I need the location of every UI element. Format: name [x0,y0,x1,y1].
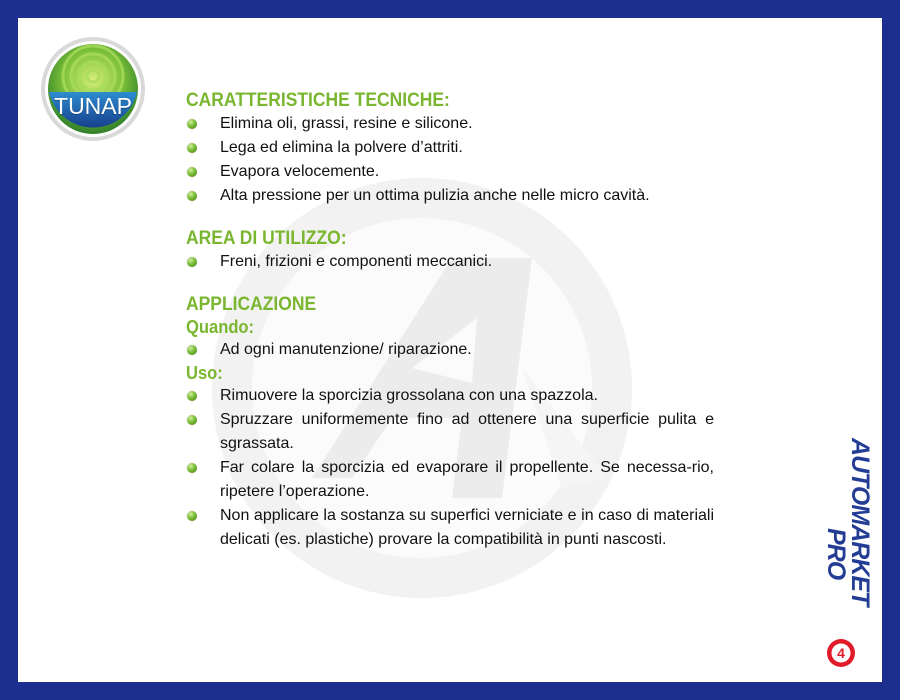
features-list [186,112,714,208]
green-sphere-bullet-icon [187,463,197,473]
list-item [186,338,714,362]
green-sphere-bullet-icon [187,191,197,201]
technical-features-section [186,90,714,208]
list-item [186,456,714,504]
green-sphere-bullet-icon [187,167,197,177]
list-item [186,384,714,408]
brand-line-pro: PRO [822,528,850,580]
application-section [186,294,714,552]
green-sphere-bullet-icon [187,345,197,355]
when-subheading: Quando: [186,317,255,337]
list-item-text: Non applicare la sostanza su superfici verniciate e in caso di materiali delicati (es. plastiche) provare la compatibilità in punti nascosti. [220,507,714,548]
green-sphere-bullet-icon [187,143,197,153]
list-item-text: Ad ogni manutenzione/ riparazione. [220,341,472,358]
green-sphere-bullet-icon [187,257,197,267]
list-item [186,160,714,184]
green-sphere-bullet-icon [187,415,197,425]
list-item-text: Far colare la sporcizia ed evaporare il propellente. Se necessa-rio, ripetere l’operazione. [220,459,714,500]
use-list [186,384,714,552]
list-item-text: Lega ed elimina la polvere d’attriti. [220,139,463,156]
badge-number: 4 [837,645,845,661]
section-heading: APPLICAZIONE [186,294,317,315]
main-content [186,90,714,552]
list-item [186,408,714,456]
slide-frame [18,18,882,682]
tunap-logo-text: TUNAP [54,93,132,119]
list-item [186,112,714,136]
list-item [186,184,714,208]
usage-list [186,250,714,274]
brand-line-automarket: AUTOMARKET [846,438,874,606]
section-heading: CARATTERISTICHE TECNICHE: [186,90,450,111]
list-item-text: Spruzzare uniformemente fino ad ottenere una superficie pulita e sgrassata. [220,411,714,452]
list-item-text: Freni, frizioni e componenti meccanici. [220,253,493,270]
green-sphere-bullet-icon [187,511,197,521]
list-item [186,504,714,552]
when-list [186,338,714,362]
list-item-text: Alta pressione per un ottima pulizia anche nelle micro cavità. [220,187,650,204]
list-item-text: Evapora velocemente. [220,163,380,180]
list-item [186,136,714,160]
use-subheading: Uso: [186,363,223,383]
usage-area-section [186,228,714,274]
automarket-4-badge-icon [826,638,856,668]
list-item [186,250,714,274]
list-item-text: Rimuovere la sporcizia grossolana con una spazzola. [220,387,598,404]
list-item-text: Elimina oli, grassi, resine e silicone. [220,115,473,132]
tunap-logo-icon [40,36,146,142]
green-sphere-bullet-icon [187,119,197,129]
green-sphere-bullet-icon [187,391,197,401]
section-heading: AREA DI UTILIZZO: [186,228,347,249]
